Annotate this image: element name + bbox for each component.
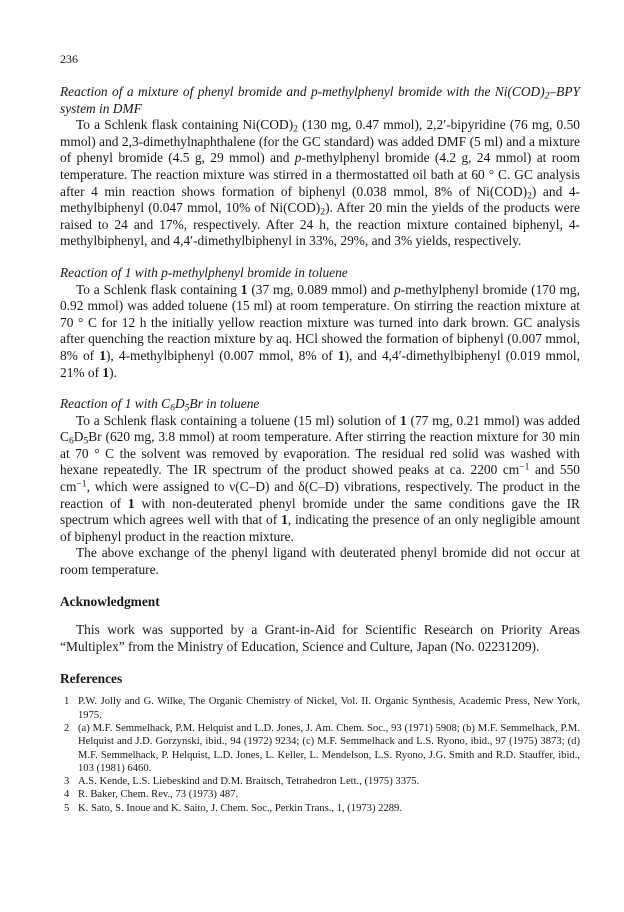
compound-number: 1: [99, 347, 106, 363]
compound-number: 1: [124, 396, 132, 412]
paragraph-methylphenyl: [60, 282, 580, 382]
text-run: -methylphenyl bromide (4.2 g, 24 mmol) at room temperature. The reaction mixture was stirred in a thermostatted oil bath at 60 ° C. GC analysis after 4 min reaction shows formation of biphenyl (0.038 mmol, 8% of Ni(COD): [60, 150, 580, 199]
text-run: To a Schlenk flask containing a toluene (15 ml) solution of: [76, 412, 400, 428]
superscript: −1: [519, 462, 530, 474]
heading-text: Reaction of a mixture of phenyl bromide and p-methylphenyl bromide with the Ni(COD): [60, 84, 545, 99]
acknowledgment-text: This work was supported by a Grant-in-Aid for Scientific Research on Priority Areas “Multiplex” from the Ministry of Education, Science and Culture, Japan (No. 02231209).: [60, 622, 580, 654]
compound-number: 1: [102, 364, 110, 380]
reference-text: A.S. Kende, L.S. Liebeskind and D.M. Braitsch, Tetrahedron Lett., (1975) 3375.: [78, 776, 420, 788]
text-run: Br (620 mg, 3.8 mmol) at room temperature. After stirring the reaction mixture for 30 min at 70 ° C the solvent was removed by evaporation. The residual red solid was washed with hexane repeatedly. The IR spectrum of the product showed peaks at ca. 2200 cm: [60, 429, 580, 478]
heading-text: D: [174, 396, 185, 412]
text-run: To a Schlenk flask containing: [76, 281, 241, 297]
reference-text: (a) M.F. Semmelhack, P.M. Helquist and L.D. Jones, J. Am. Chem. Soc., 93 (1971) 5908; (b) M.F. Semmelhack, P.M. Helquist and J.D. Gorzynski, ibid., 94 (1972) 9234; (c) M.F. Semmelhack and L.S. Ryono, ibid., 97 (1975) 3873; (d) M.F. Semmelhack, P. Helquist, L.D. Jones, L. Keller, L. Mendelson, L.S. Ryono, J.G. Smith and R.D. Stauffer, ibid., 103 (1981) 6460.: [78, 723, 580, 774]
text-run: ), and 4,4′-dimethylbiphenyl (0.019 mmol, 21% of: [60, 347, 580, 380]
reference-text: R. Baker, Chem. Rev., 73 (1973) 487.: [78, 789, 239, 801]
subscript: 5: [83, 435, 89, 447]
heading-text: Br in toluene: [189, 396, 260, 412]
references-heading: References: [60, 671, 123, 687]
reference-item: [60, 775, 580, 788]
compound-number: 1: [240, 281, 248, 297]
reference-number: 1: [64, 696, 70, 708]
compound-number: 1: [337, 347, 345, 363]
experimental-section: [60, 84, 580, 655]
reference-number: 4: [64, 789, 70, 801]
heading-text: Reaction of: [60, 396, 125, 412]
reference-item: [60, 695, 580, 722]
text-run: -methylphenyl bromide (170 mg, 0.92 mmol) was added toluene (15 ml) at room temperature. On stirring the reaction mixture at 70 ° C for 12 h the initially yellow reaction mixture was turned into dark brown. GC analysis after quenching the reaction mixture by aq. HCl showed the formation of biphenyl (0.007 mmol, 8% of: [60, 281, 580, 363]
text-run: (37 mg, 0.089 mmol) and: [247, 281, 395, 297]
reference-item: [60, 802, 580, 815]
subscript: 2: [527, 189, 532, 201]
heading-text: with C: [131, 396, 171, 412]
text-run: , which were assigned to ν(C–D) and δ(C–D) vibrations, respectively. The product in the reaction of: [60, 479, 580, 511]
text-run: (130 mg, 0.47 mmol), 2,2′-bipyridine (76 mg, 0.50 mmol) and 2,3-dimethylnaphthalene (for the GC standard) was added DMF (5 ml) and a mixture of phenyl bromide (4.5 g, 29 mmol) and: [60, 117, 580, 166]
reference-text: K. Sato, S. Inoue and K. Saito, J. Chem. Soc., Perkin Trans., 1, (1973) 2289.: [78, 802, 402, 814]
text-run: ).: [109, 364, 117, 380]
italic-text: p: [394, 281, 401, 297]
reference-text: P.W. Jolly and G. Wilke, The Organic Chemistry of Nickel, Vol. II. Organic Synthesis, Academic Press, New York, 1975.: [78, 696, 580, 721]
section-heading-deuterated: [60, 396, 580, 413]
subscript: 2: [320, 206, 326, 218]
reference-list: [60, 695, 580, 815]
superscript: −1: [76, 478, 87, 490]
journal-page: [60, 52, 580, 815]
text-run: with non-deuterated phenyl bromide under the same conditions gave the IR spectrum which agrees well with that of: [60, 495, 580, 528]
subscript: 6: [68, 435, 74, 447]
heading-text: Reaction of: [60, 264, 125, 280]
page-number: 236: [60, 52, 78, 66]
subscript: 2: [293, 123, 298, 135]
section-heading-methylphenyl: [60, 265, 580, 282]
paragraph-deuterated: [60, 413, 580, 546]
text-run: , indicating the presence of an only negligible amount of biphenyl product in the reaction mixture.: [60, 512, 580, 544]
section-heading-mixture: [60, 84, 580, 117]
text-run: To a Schlenk flask containing Ni(COD): [76, 117, 294, 133]
compound-number: 1: [399, 412, 407, 428]
compound-number: 1: [281, 512, 288, 528]
reference-number: 5: [64, 802, 70, 814]
subscript: 5: [184, 402, 190, 414]
acknowledgment-heading: Acknowledgment: [60, 593, 160, 609]
italic-text: p: [294, 150, 302, 166]
text-run: ) and 4-methylbiphenyl (0.047 mmol, 10% of Ni(COD): [60, 183, 580, 216]
text-run: ). After 20 min the yields of the products were raised to 24 and 17%, respectively. After 24 h, the reaction mixture contained biphenyl, 4-methylbiphenyl, and 4,4′-dimethylbiphenyl in 33%, 29%, and 3% yields, respectively.: [60, 200, 580, 249]
text-run: (77 mg, 0.21 mmol) was added C: [60, 412, 580, 445]
text-run: D: [73, 429, 84, 445]
reference-number: 3: [64, 776, 70, 788]
subscript: 2: [544, 90, 550, 102]
paragraph-mixture: [60, 117, 580, 250]
heading-text: with p-methylphenyl bromide in toluene: [131, 264, 348, 280]
compound-number: 1: [124, 264, 132, 280]
compound-number: 1: [127, 495, 135, 511]
heading-text: –BPY system in DMF: [60, 84, 580, 116]
text-run: and 550 cm: [60, 462, 580, 495]
reference-item: [60, 722, 580, 775]
reference-item: [60, 788, 580, 801]
subscript: 6: [170, 402, 175, 414]
text-run: ), 4-methylbiphenyl (0.007 mmol, 8% of: [105, 347, 338, 363]
reference-number: 2: [64, 723, 70, 734]
paragraph-room-temperature: The above exchange of the phenyl ligand with deuterated phenyl bromide did not occur at room temperature.: [60, 545, 580, 578]
